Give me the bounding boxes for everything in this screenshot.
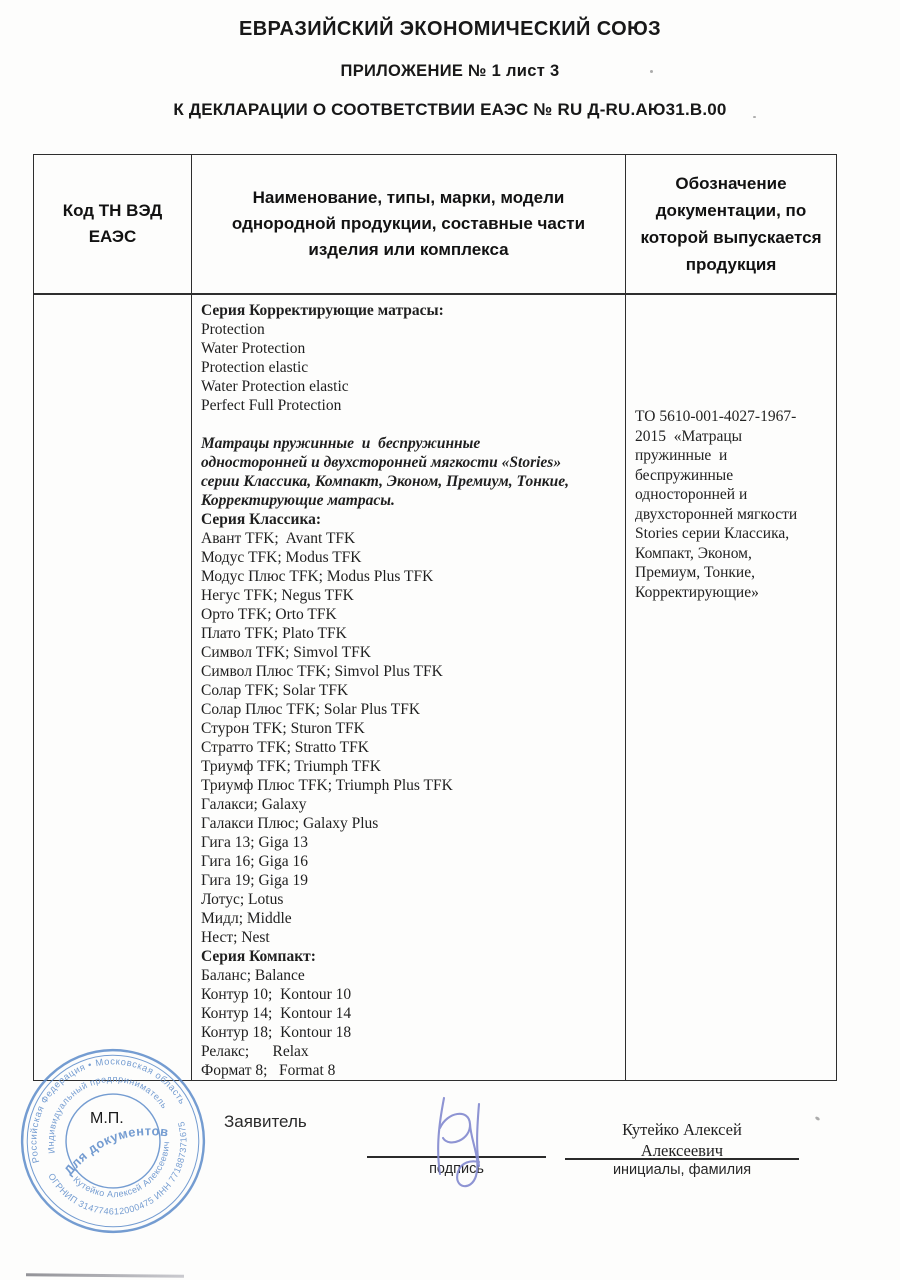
product-line: Серия Компакт: — [201, 948, 316, 965]
doc-line: Компакт, Эконом, — [635, 544, 752, 562]
stamp-middle-bottom-text: Кутейко Алексей Алексеевич — [71, 1140, 172, 1200]
product-line: Корректирующие матрасы. — [201, 492, 395, 509]
scan-edge-artifact — [26, 1273, 184, 1277]
cell-product-list — [192, 294, 626, 1081]
doc-line: Премиум, Тонкие, — [635, 564, 755, 581]
company-round-stamp — [16, 1044, 210, 1238]
name-caption: инициалы, фамилия — [612, 1162, 752, 1178]
doc-line: пружинные и — [635, 447, 728, 464]
product-line: Лотус; Lotus — [201, 891, 284, 908]
product-line: Гига 13; Giga 13 — [201, 834, 308, 851]
product-line: Мидл; Middle — [201, 910, 292, 927]
product-line: Water Protection elastic — [201, 378, 349, 395]
header-doc-designation: Обозначение документации, по которой выпускается продукция — [626, 155, 837, 295]
product-line: Нест; Nest — [201, 929, 270, 946]
stamp-place-label: М.П. — [90, 1110, 124, 1127]
applicant-label: Заявитель — [224, 1112, 307, 1131]
doc-line: односторонней и — [635, 486, 748, 503]
stamp-outer-bottom-text: ОГРНИП 314774612000475 ИНН 771887371675 — [46, 1120, 189, 1217]
applicant-name-line1: Кутейко Алексей — [622, 1120, 742, 1139]
product-line: Стратто TFK; Stratto TFK — [201, 739, 369, 756]
cell-doc-designation — [626, 294, 837, 1081]
product-line: Авант TFK; Avant TFK — [201, 530, 356, 547]
scan-speck — [753, 116, 756, 118]
product-line: Protection — [201, 321, 265, 338]
product-line: Модус TFK; Modus TFK — [201, 549, 362, 566]
signature — [413, 1086, 553, 1201]
doc-line: 2015 «Матрацы — [635, 427, 743, 445]
doc-line: ТО 5610-001-4027-1967- — [635, 408, 797, 425]
product-line: Баланс; Balance — [201, 967, 305, 984]
product-line: односторонней и двухсторонней мягкости «Stories» — [201, 454, 562, 471]
header-tnved-code: Код ТН ВЭД ЕАЭС — [34, 155, 192, 295]
doc-line: двухсторонней мягкости — [635, 505, 798, 523]
cell-tnved-code — [34, 294, 192, 1081]
product-line: Солар Плюс TFK; Solar Plus TFK — [201, 701, 421, 718]
doc-line: беспружинные — [635, 466, 734, 484]
product-line: Стурон TFK; Sturon TFK — [201, 720, 365, 737]
product-line: Орто TFK; Orto TFK — [201, 606, 337, 623]
header-product-name: Наименование, типы, марки, модели однородной продукции, составные части изделия или комплекса — [192, 155, 626, 295]
product-line: Гига 16; Giga 16 — [201, 853, 308, 870]
product-line: Триумф TFK; Triumph TFK — [201, 758, 381, 775]
product-line: Серия Корректирующие матрасы: — [201, 302, 444, 319]
union-title: ЕВРАЗИЙСКИЙ ЭКОНОМИЧЕСКИЙ СОЮЗ — [238, 18, 662, 40]
applicant-name-line2: Алексеевич — [640, 1141, 724, 1160]
product-line: Матрацы пружинные и беспружинные — [201, 435, 481, 452]
declaration-number-title: К ДЕКЛАРАЦИИ О СООТВЕТСТВИИ ЕАЭС № RU Д-RU.АЮ31.В.00 — [173, 100, 727, 119]
table-header-row — [34, 155, 837, 295]
product-line: Галакси; Galaxy — [201, 796, 307, 813]
product-line: Негус TFK; Negus TFK — [201, 587, 354, 604]
stamp-middle-top-text: Индивидуальный предприниматель — [45, 1073, 170, 1155]
product-line: Галакси Плюс; Galaxy Plus — [201, 815, 379, 832]
product-line: Триумф Плюс TFK; Triumph Plus TFK — [201, 777, 453, 794]
product-line: Символ Плюс TFK; Simvol Plus TFK — [201, 663, 443, 680]
product-list — [192, 295, 625, 1080]
doc-line: Stories серии Классика, — [635, 525, 790, 542]
product-line: Perfect Full Protection — [201, 397, 342, 414]
product-line: Формат 8; Format 8 — [201, 1062, 336, 1079]
product-line: Плато TFK; Plato TFK — [201, 625, 347, 642]
product-line: Water Protection — [201, 340, 306, 357]
product-line: Релакс; Relax — [201, 1043, 309, 1060]
product-line: Контур 14; Kontour 14 — [201, 1005, 352, 1022]
product-line: Гига 19; Giga 19 — [201, 872, 308, 889]
product-line: Солар TFK; Solar TFK — [201, 682, 349, 699]
stamp-outer-top-text: Российская Федерация • Московская область — [27, 1055, 189, 1165]
products-table — [33, 154, 837, 1081]
product-line: Модус Плюс TFK; Modus Plus TFK — [201, 568, 434, 585]
scan-speck — [815, 1116, 821, 1121]
stamp-center-text: Для документов — [60, 1123, 170, 1178]
product-line: Символ TFK; Simvol TFK — [201, 644, 371, 661]
product-line: серии Классика, Компакт, Эконом, Премиум, Тонкие, — [201, 473, 570, 490]
appendix-title: ПРИЛОЖЕНИЕ № 1 лист 3 — [340, 62, 560, 80]
table-body-row — [34, 294, 837, 1081]
scan-speck — [650, 70, 653, 73]
applicant-name — [565, 1119, 799, 1161]
product-line — [201, 415, 621, 434]
name-line — [565, 1158, 799, 1160]
product-line: Серия Классика: — [201, 511, 322, 528]
doc-line: Корректирующие» — [635, 583, 759, 601]
product-line: Контур 18; Kontour 18 — [201, 1024, 352, 1041]
doc-designation-text — [626, 295, 836, 602]
signature-caption: подпись — [429, 1161, 484, 1177]
product-line: Protection elastic — [201, 359, 309, 376]
product-line: Контур 10; Kontour 10 — [201, 986, 352, 1003]
